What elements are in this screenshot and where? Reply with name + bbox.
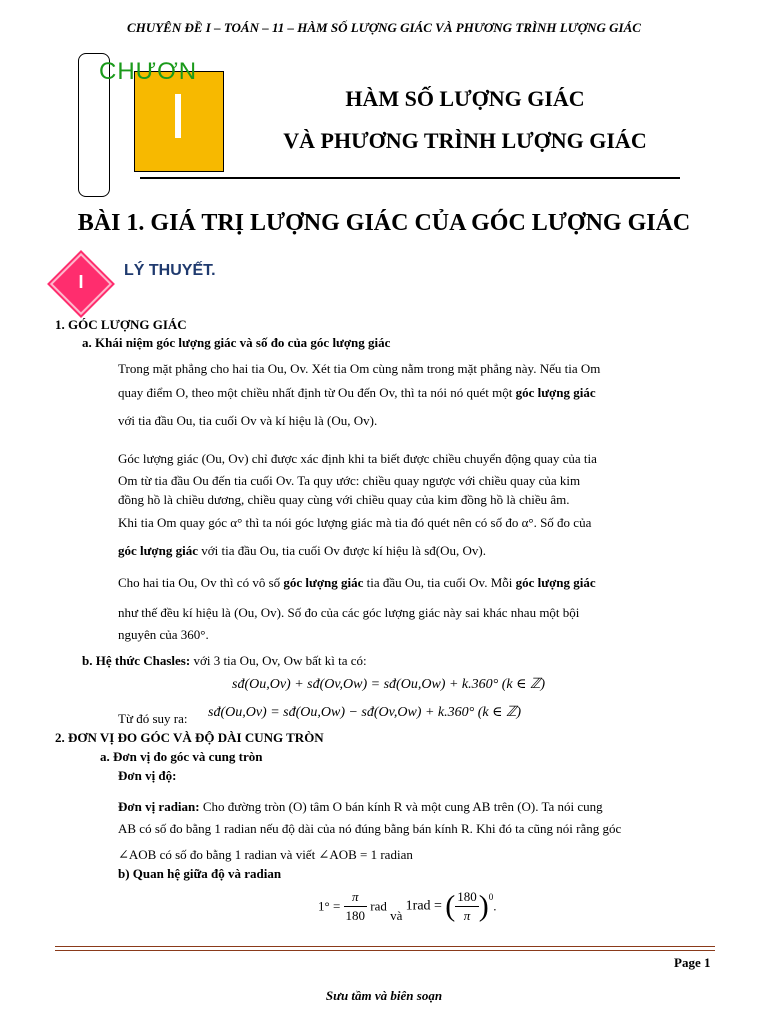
s2-sub-b: b) Quan hệ giữa độ và radian	[118, 866, 282, 881]
s1-p4-text-a: Cho hai tia Ou, Ov thì có vô số	[118, 575, 284, 590]
s1-p2-line1: Góc lượng giác (Ou, Ov) chỉ được xác định khi ta biết được chiều chuyển động quay của tia	[118, 451, 597, 466]
s1-p3-line2-text: với tia đầu Ou, tia cuối Ov được kí hiệu là sđ(Ou, Ov).	[198, 543, 486, 558]
lesson-title: BÀI 1. GIÁ TRỊ LƯỢNG GIÁC CỦA GÓC LƯỢNG GIÁC	[77, 210, 691, 236]
s1-p1-line3: với tia đầu Ou, tia cuối Ov và kí hiệu là (Ou, Ov).	[118, 413, 378, 428]
chapter-title-rule	[140, 177, 680, 179]
s1-p4-term-2: góc lượng giác	[515, 575, 596, 590]
right-paren: )	[478, 889, 489, 923]
s1-heading: 1. GÓC LƯỢNG GIÁC	[55, 317, 187, 332]
s1-p1-line2	[118, 384, 713, 402]
relation-right: 1rad =	[405, 898, 442, 914]
s2-radian-label: Đơn vị radian:	[118, 799, 200, 814]
s1-p3-line1: Khi tia Om quay góc α° thì ta nói góc lượng giác mà tia đó quét nên có số đo α°. Số đo của	[118, 515, 592, 530]
s1-p2-line2: Om từ tia đầu Ou đến tia cuối Ov. Ta quy ước: chiều quay ngược với chiều quay của kim	[118, 473, 581, 488]
s1-sub-b-text: với 3 tia Ou, Ov, Ow bất kì ta có:	[190, 653, 367, 668]
relation-and: và	[390, 908, 403, 923]
s1-p3-line2	[118, 542, 713, 560]
footer-credit: Sưu tầm và biên soạn	[325, 988, 443, 1003]
s2-sub-a: a. Đơn vị đo góc và cung tròn	[100, 749, 263, 764]
s1-p1-line1: Trong mặt phẳng cho hai tia Ou, Ov. Xét tia Om cùng nằm trong mặt phẳng này. Nếu tia Om	[118, 361, 601, 376]
left-paren: (	[445, 889, 456, 923]
deduced-formula: sđ(Ou,Ov) = sđ(Ou,Ow) − sđ(Ov,Ow) + k.360° (k ∈ ℤ)	[208, 705, 522, 720]
footer-rule-2	[55, 950, 715, 951]
s1-sub-b	[82, 652, 713, 670]
s1-p1-term: góc lượng giác	[515, 385, 596, 400]
s1-p3-term: góc lượng giác	[118, 543, 198, 558]
s1-sub-a: a. Khái niệm góc lượng giác và số đo của góc lượng giác	[82, 335, 391, 350]
s2-radian-line3: ∠AOB có số đo bằng 1 radian và viết ∠AOB = 1 radian	[118, 847, 413, 862]
degree-exponent: 0	[488, 892, 494, 902]
fraction-180-over-pi	[455, 888, 479, 925]
chapter-title-line2: VÀ PHƯƠNG TRÌNH LƯỢNG GIÁC	[283, 128, 647, 153]
chapter-title-line1: HÀM SỐ LƯỢNG GIÁC	[345, 86, 585, 111]
section-title: LÝ THUYẾT.	[124, 262, 216, 279]
relation-left: 1° =	[318, 898, 341, 914]
s2-radian-line2: AB có số đo bằng 1 radian nếu độ dài của nó đúng bằng bán kính R. Khi đó ta cũng nói rằng góc	[118, 821, 622, 836]
s2-degree-label: Đơn vị độ:	[118, 768, 177, 783]
s2-radian-line1	[118, 798, 713, 816]
s1-p4-line2: như thế đều kí hiệu là (Ou, Ov). Số đo của các góc lượng giác này sai khác nhau một bội	[118, 605, 580, 620]
relation-period: .	[493, 898, 497, 914]
s1-sub-b-label: b. Hệ thức Chasles:	[82, 653, 191, 668]
s2-radian-line1-text: Cho đường tròn (O) tâm O bán kính R và một cung AB trên (O). Ta nói cung	[199, 799, 603, 814]
page-number: Page 1	[674, 955, 711, 970]
relation-rad: rad	[370, 898, 387, 914]
footer-rule-1	[55, 946, 715, 947]
chapter-number: I	[169, 80, 187, 152]
s2-heading: 2. ĐƠN VỊ ĐO GÓC VÀ ĐỘ DÀI CUNG TRÒN	[55, 730, 324, 745]
frac2-den: π	[463, 908, 471, 923]
chasles-formula: sđ(Ou,Ov) + sđ(Ov,Ow) = sđ(Ou,Ow) + k.360° (k ∈ ℤ)	[232, 677, 546, 692]
frac1-num: π	[344, 888, 368, 907]
s1-p1-line2-text: quay điểm O, theo một chiều nhất định từ Ou đến Ov, thì ta nói nó quét một	[118, 385, 516, 400]
degree-radian-relation	[318, 888, 538, 932]
frac1-den: 180	[345, 908, 366, 923]
running-header: CHUYÊN ĐỀ I – TOÁN – 11 – HÀM SỐ LƯỢNG GIÁC VÀ PHƯƠNG TRÌNH LƯỢNG GIÁC	[127, 20, 641, 35]
chapter-word: CHƯƠN	[99, 58, 198, 85]
s1-p4-line1	[118, 574, 713, 592]
frac2-num: 180	[455, 888, 479, 907]
s1-p2-line3: đồng hồ là chiều dương, chiều quay cùng với chiều quay của kim đồng hồ là chiều âm.	[118, 492, 570, 507]
section-number: I	[78, 272, 84, 292]
s1-p4-line3: nguyên của 360°.	[118, 627, 209, 642]
fraction-pi-over-180	[344, 888, 368, 925]
s1-deduce-label: Từ đó suy ra:	[118, 711, 188, 726]
s1-p4-term-1: góc lượng giác	[283, 575, 364, 590]
s1-p4-text-c: tia đầu Ou, tia cuối Ov. Mỗi	[363, 575, 516, 590]
